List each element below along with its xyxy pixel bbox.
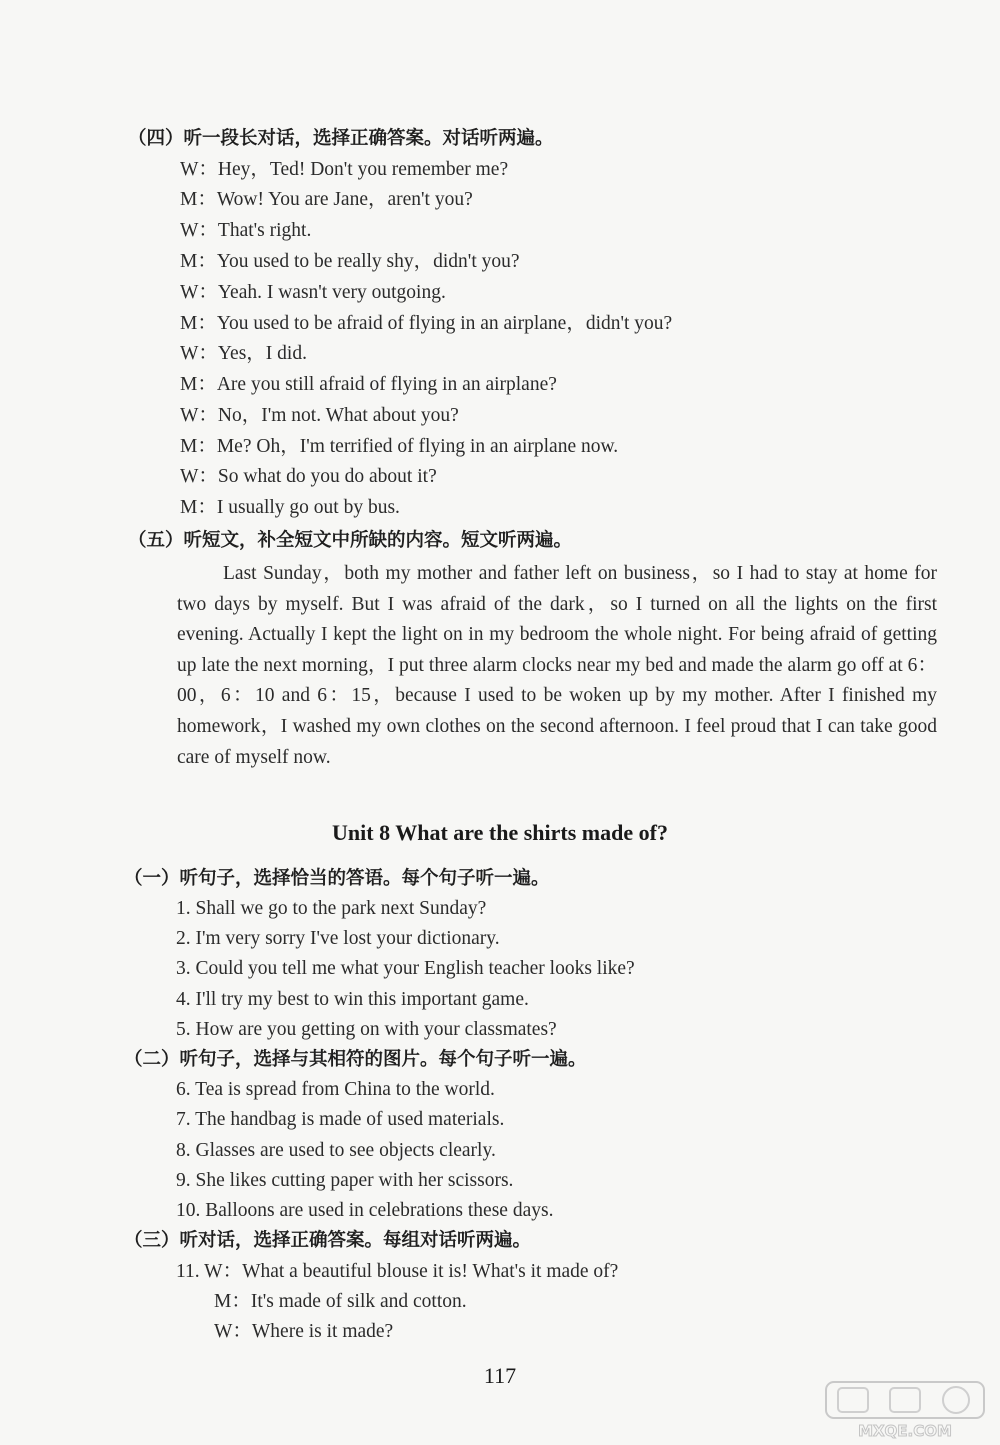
question-item: 6. Tea is spread from China to the world. bbox=[176, 1079, 495, 1100]
dialogue-line: M：You used to be really shy，didn't you? bbox=[180, 251, 520, 272]
question-item: 7. The handbag is made of used materials. bbox=[176, 1109, 505, 1130]
dialogue-line: W：That's right. bbox=[180, 220, 312, 241]
page-number: 117 bbox=[483, 1363, 517, 1388]
question-item: 2. I'm very sorry I've lost your dictionary. bbox=[176, 928, 500, 949]
question-item: 3. Could you tell me what your English teacher looks like? bbox=[176, 958, 635, 979]
part1-heading: （一）听句子，选择恰当的答语。每个句子听一遍。 bbox=[124, 868, 550, 889]
question-item: 10. Balloons are used in celebrations these days. bbox=[176, 1200, 554, 1221]
dialogue-line: M：Are you still afraid of flying in an airplane? bbox=[180, 374, 557, 395]
dialogue-line: M：I usually go out by bus. bbox=[180, 497, 400, 518]
part3-heading: （三）听对话，选择正确答案。每组对话听两遍。 bbox=[124, 1230, 532, 1251]
question-item: 1. Shall we go to the park next Sunday? bbox=[176, 898, 487, 919]
question-item: 9. She likes cutting paper with her scissors. bbox=[176, 1170, 514, 1191]
dialogue-line: M：Wow! You are Jane，aren't you? bbox=[180, 189, 473, 210]
passage-paragraph: Last Sunday，both my mother and father left on business，so I had to stay at home for two days by myself. But I was afraid of the dark，so I turned on all the lights on the first evening. Actually I kept the light on in my bedroom the whole night. For being afraid of getting up late the next morning，I put three alarm clocks near my bed and made the alarm go off at 6：00，6：10 and 6：15，because I used to be woken up by my mother. After I finished my homework，I washed my own clothes on the second afternoon. I feel proud that I can take good care of myself now. bbox=[177, 563, 937, 768]
dialogue-line: M：Me? Oh，I'm terrified of flying in an airplane now. bbox=[180, 436, 619, 457]
watermark-logo bbox=[820, 1378, 990, 1442]
dialogue-line: M：You used to be afraid of flying in an airplane，didn't you? bbox=[180, 313, 673, 334]
watermark-url: MXQE.COM bbox=[858, 1422, 952, 1440]
part2-heading: （二）听句子，选择与其相符的图片。每个句子听一遍。 bbox=[124, 1049, 587, 1070]
dialogue-line: W：Hey，Ted! Don't you remember me? bbox=[180, 159, 509, 180]
dialogue-line: W：Yeah. I wasn't very outgoing. bbox=[180, 282, 446, 303]
question-item: 5. How are you getting on with your classmates? bbox=[176, 1019, 557, 1040]
dialogue-line: W：Yes，I did. bbox=[180, 343, 307, 364]
dialogue-line: W：So what do you do about it? bbox=[180, 466, 437, 487]
dialogue-line: W：No，I'm not. What about you? bbox=[180, 405, 459, 426]
unit-title: Unit 8 What are the shirts made of? bbox=[332, 820, 668, 845]
question-item: 4. I'll try my best to win this important game. bbox=[176, 989, 529, 1010]
dialogue-line: M：It's made of silk and cotton. bbox=[214, 1291, 467, 1312]
dialogue-line: 11. W：What a beautiful blouse it is! What's it made of? bbox=[176, 1261, 619, 1282]
section4-heading: （四）听一段长对话，选择正确答案。对话听两遍。 bbox=[128, 128, 554, 149]
dialogue-line: W：Where is it made? bbox=[214, 1321, 394, 1342]
question-item: 8. Glasses are used to see objects clearly. bbox=[176, 1140, 496, 1161]
section5-heading: （五）听短文，补全短文中所缺的内容。短文听两遍。 bbox=[128, 530, 573, 551]
